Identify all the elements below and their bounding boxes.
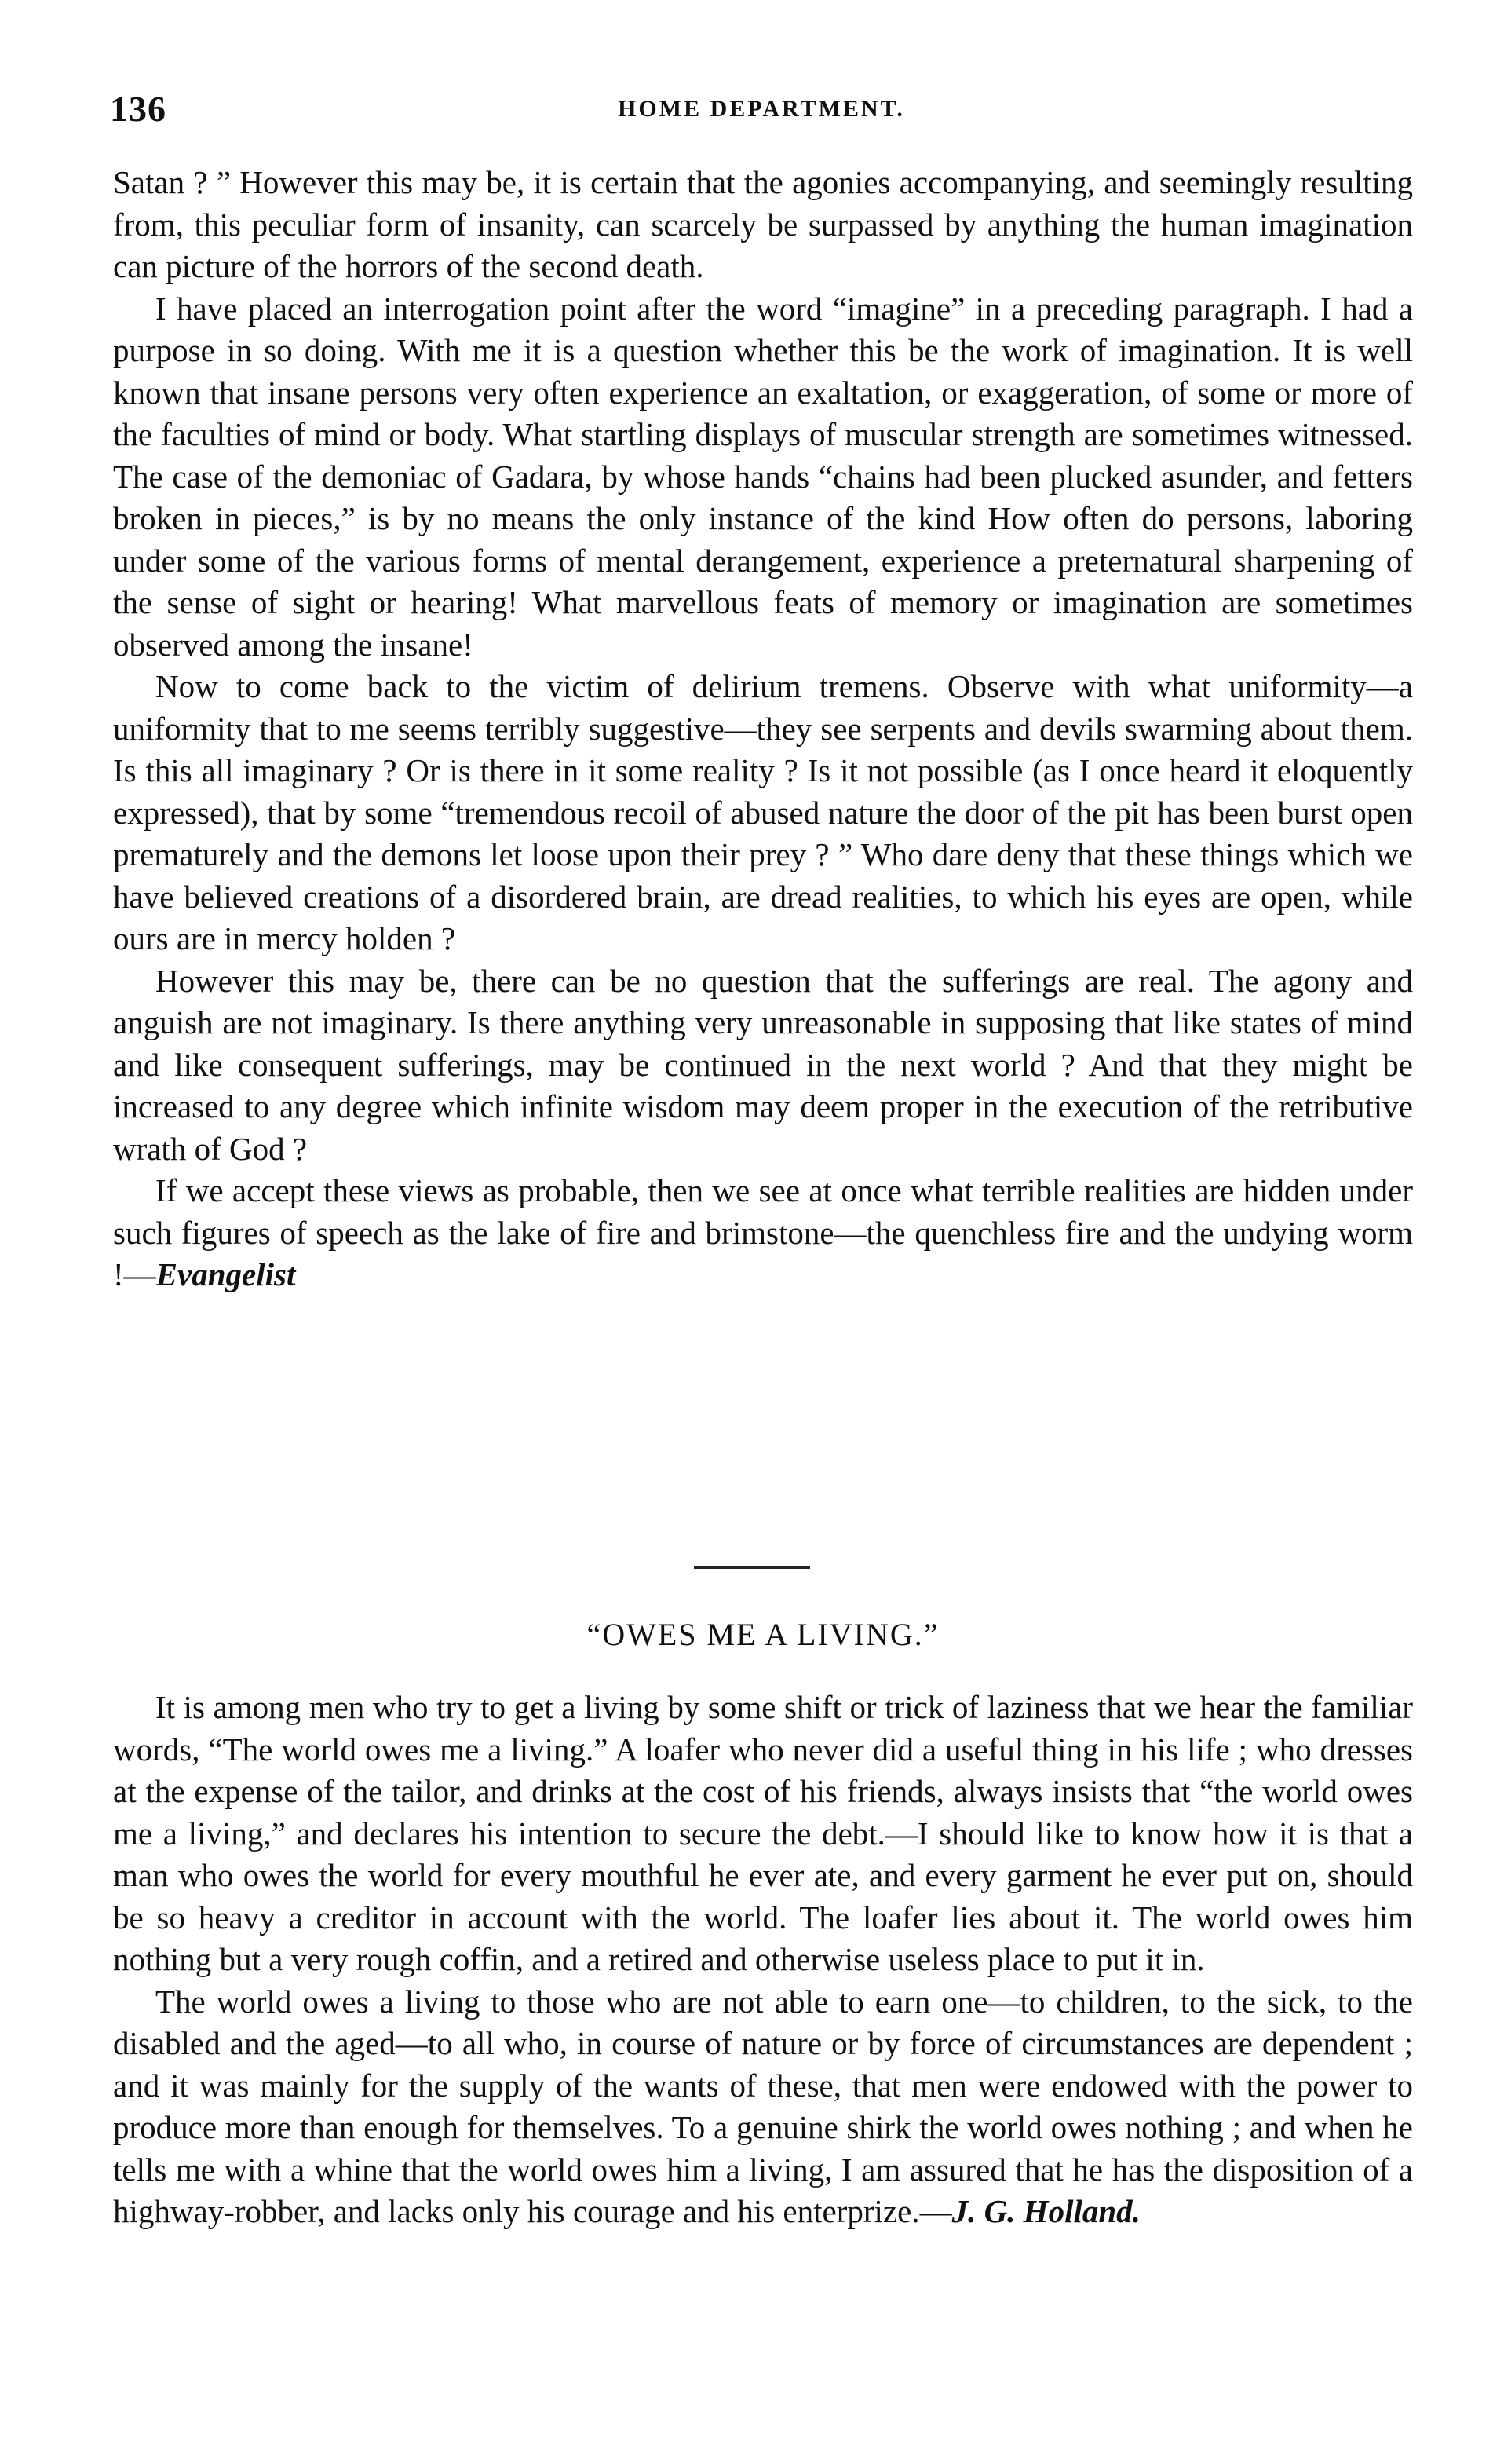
running-head xyxy=(110,88,1413,135)
paragraph xyxy=(113,1981,1413,2233)
section-divider xyxy=(694,1566,810,1569)
author-attribution: J. G. Holland. xyxy=(951,2193,1141,2229)
paragraph-text: Satan ? ” However this may be, it is certain that the agonies accompanying, and seemingly resulting from, this peculiar form of insanity, can scarcely be surpassed by anything the human imagination can picture of the horrors of the second death. xyxy=(113,164,1413,284)
paragraph xyxy=(113,960,1413,1171)
source-attribution: Evangelist xyxy=(155,1256,296,1292)
article-body-1 xyxy=(113,162,1413,1296)
paragraph-text: It is among men who try to get a living by some shift or trick of laziness that we hear the familiar words, “The world owes me a living.” A loafer who never did a useful thing in his life ; who dresses at the expense of the tailor, and drinks at the cost of his friends, always insists that “the world owes me a living,” and declares his intention to secure the debt.—I should like to know how it is that a man who owes the world for every mouthful he ever ate, and every garment he ever put on, should be so heavy a creditor in account with the world. The loafer lies about it. The world owes him nothing but a very rough coffin, and a retired and otherwise useless place to put it in. xyxy=(113,1689,1413,1977)
paragraph xyxy=(113,162,1413,288)
article-heading: “OWES ME A LIVING.” xyxy=(586,1617,940,1652)
paragraph-text: The world owes a living to those who are not able to earn one—to children, to the sick, to the disabled and the aged—to all who, in course of nature or by force of circumstances are dependent ; and it was mainly for the supply of the wants of these, that men were endowed with the power to produce more than enough for themselves. To a genuine shirk the world owes nothing ; and when he tells me with a whine that the world owes him a living, I am assured that he has the disposition of a highway-robber, and lacks only his courage and his enterprize.— xyxy=(113,1983,1413,2229)
paragraph-text: If we accept these views as probable, then we see at once what terrible realities are hidden under such figures of speech as the lake of fire and brimstone—the quenchless fire and the undying worm !— xyxy=(113,1172,1413,1292)
paragraph xyxy=(113,1170,1413,1296)
paragraph xyxy=(113,666,1413,960)
paragraph-text: However this may be, there can be no question that the sufferings are real. The agony and anguish are not imaginary. Is there anything very unreasonable in supposing that like states of mind and like consequent sufferings, may be continued in the next world ? And that they might be increased to any degree which infinite wisdom may deem proper in the execution of the retributive wrath of God ? xyxy=(113,962,1413,1167)
page-number: 136 xyxy=(110,89,166,129)
running-title: HOME DEPARTMENT. xyxy=(618,96,905,122)
paragraph-text: I have placed an interrogation point after the word “imagine” in a preceding paragraph. I had a purpose in so doing. With me it is a question whether this be the work of imagination. It is well known that insane persons very often experience an exaltation, or exaggeration, of some or more of the faculties of mind or body. What startling displays of muscular strength are sometimes witnessed. The case of the demoniac of Gadara, by whose hands “chains had been plucked asunder, and fetters broken in pieces,” is by no means the only instance of the kind How often do persons, laboring under some of the various forms of mental derangement, experience a preternatural sharpening of the sense of sight or hearing! What marvellous feats of memory or imagination are sometimes observed among the insane! xyxy=(113,290,1413,663)
paragraph xyxy=(113,288,1413,667)
paragraph-text: Now to come back to the victim of delirium tremens. Observe with what uniformity—a uniformity that to me seems terribly suggestive—they see serpents and devils swarming about them. Is this all imaginary ? Or is there in it some reality ? Is it not possible (as I once heard it eloquently expressed), that by some “tremendous recoil of abused nature the door of the pit has been burst open prematurely and the demons let loose upon their prey ? ” Who dare deny that these things which we have believed creations of a disordered brain, are dread realities, to which his eyes are open, while ours are in mercy holden ? xyxy=(113,668,1413,956)
paragraph xyxy=(113,1687,1413,1981)
article-body-2 xyxy=(113,1687,1413,2233)
